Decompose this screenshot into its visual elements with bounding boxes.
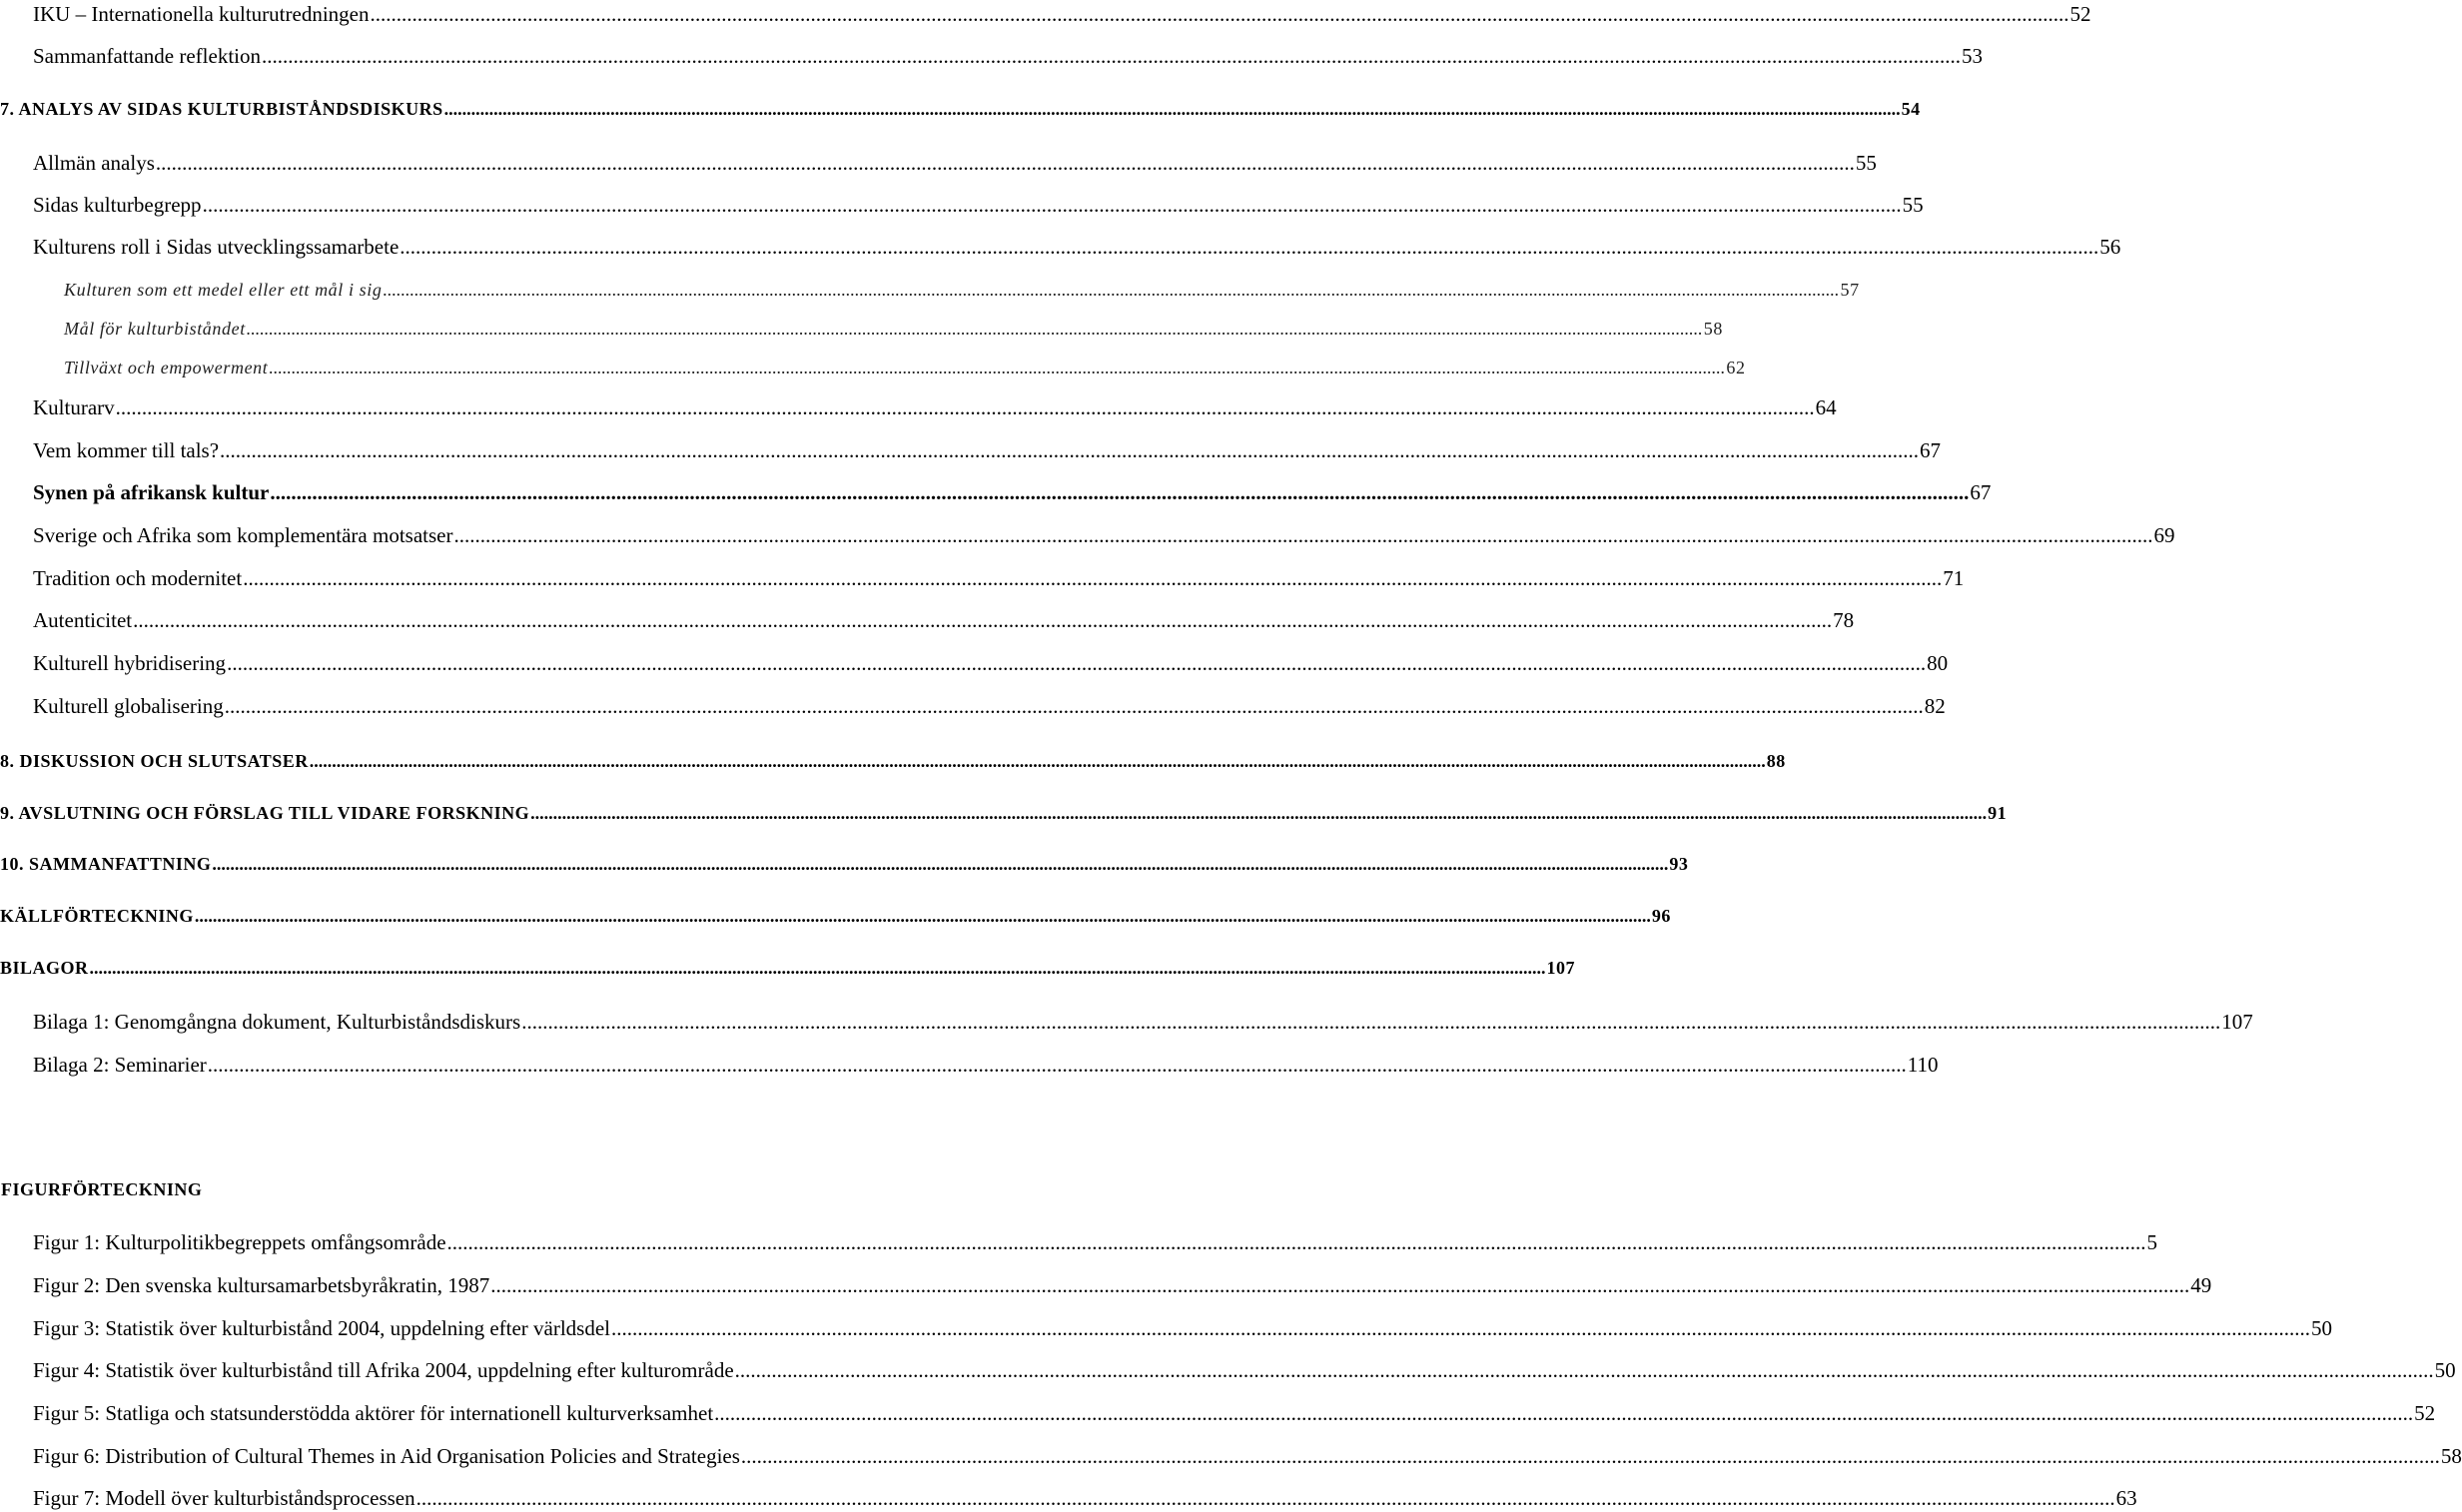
figure-entry[interactable] bbox=[0, 1230, 2158, 1254]
figure-entry[interactable] bbox=[0, 1486, 2137, 1510]
toc-entry[interactable] bbox=[0, 193, 1924, 217]
toc-entry-title: Mål för kulturbiståndet bbox=[64, 319, 246, 339]
figure-entry-title: Figur 7: Modell över kulturbiståndsprocessen bbox=[33, 1486, 415, 1510]
toc-entry-title: Vem kommer till tals? bbox=[33, 438, 220, 462]
dot-leader bbox=[227, 653, 1926, 674]
figure-entry[interactable] bbox=[0, 1273, 2212, 1297]
dot-leader bbox=[116, 397, 1815, 418]
toc-entry-title: IKU – Internationella kulturutredningen bbox=[33, 2, 370, 26]
toc-entry[interactable] bbox=[0, 395, 1837, 419]
figure-entry[interactable] bbox=[0, 1401, 2436, 1425]
toc-entry-title: Kulturell hybridisering bbox=[33, 651, 227, 675]
toc-entry-title: Kulturell globalisering bbox=[33, 694, 224, 718]
toc-entry-page: 67 bbox=[1920, 438, 1942, 462]
toc-chapter[interactable] bbox=[0, 958, 1576, 978]
figure-entry[interactable] bbox=[0, 1316, 2333, 1340]
toc-entry-title: BILAGOR bbox=[0, 958, 89, 978]
dot-leader bbox=[714, 1403, 2413, 1424]
toc-entry-title: 7. ANALYS AV SIDAS KULTURBISTÅNDSDISKURS bbox=[0, 99, 443, 119]
toc-entry-page: 53 bbox=[1962, 44, 1983, 68]
toc-entry-page: 88 bbox=[1766, 751, 1786, 771]
toc-subentry[interactable] bbox=[0, 358, 1746, 378]
toc-entry[interactable] bbox=[0, 235, 2121, 259]
dot-leader bbox=[195, 907, 1651, 925]
toc-entry-page: 78 bbox=[1833, 608, 1855, 632]
toc-entry-title: KÄLLFÖRTECKNING bbox=[0, 906, 194, 926]
dot-leader bbox=[611, 1318, 2310, 1339]
dot-leader bbox=[741, 1446, 2440, 1467]
toc-chapter[interactable] bbox=[0, 906, 1671, 926]
dot-leader bbox=[270, 482, 1969, 503]
dot-leader bbox=[220, 440, 1919, 461]
toc-entry-title: Synen på afrikansk kultur bbox=[33, 480, 270, 504]
toc-entry[interactable] bbox=[0, 480, 1992, 504]
toc-entry-title: Sverige och Afrika som komplementära motsatser bbox=[33, 523, 453, 547]
toc-entry-page: 54 bbox=[1901, 99, 1921, 119]
toc-entry-page: 67 bbox=[1970, 480, 1992, 504]
toc-subentry[interactable] bbox=[0, 319, 1723, 339]
figure-entry-page: 58 bbox=[2440, 1444, 2462, 1468]
toc-entry-title: Tillväxt och empowerment bbox=[64, 358, 269, 378]
toc-entry-page: 107 bbox=[1546, 958, 1576, 978]
dot-leader bbox=[400, 237, 2098, 258]
toc-entry-page: 62 bbox=[1726, 358, 1746, 378]
dot-leader bbox=[247, 320, 1703, 338]
toc-entry[interactable] bbox=[0, 651, 1949, 675]
toc-entry[interactable] bbox=[0, 1010, 2253, 1034]
toc-entry-page: 82 bbox=[1924, 694, 1946, 718]
toc-entry-title: Allmän analys bbox=[33, 151, 155, 175]
toc-entry-title: Tradition och modernitet bbox=[33, 566, 243, 590]
toc-entry-page: 110 bbox=[1907, 1053, 1939, 1077]
toc-entry[interactable] bbox=[0, 44, 1983, 68]
dot-leader bbox=[156, 153, 1855, 174]
toc-entry[interactable] bbox=[0, 608, 1855, 632]
toc-entry[interactable] bbox=[0, 438, 1942, 462]
dot-leader bbox=[416, 1488, 2115, 1509]
dot-leader bbox=[90, 959, 1546, 977]
figure-entry-title: Figur 1: Kulturpolitikbegreppets omfångsområde bbox=[33, 1230, 446, 1254]
toc-entry-title: Kulturens roll i Sidas utvecklingssamarbete bbox=[33, 235, 400, 259]
toc-entry-page: 93 bbox=[1669, 854, 1689, 874]
toc-entry-title: Bilaga 2: Seminarier bbox=[33, 1053, 207, 1077]
toc-entry-page: 96 bbox=[1651, 906, 1671, 926]
dot-leader bbox=[225, 696, 1924, 717]
toc-entry-title: 9. AVSLUTNING OCH FÖRSLAG TILL VIDARE FORSKNING bbox=[0, 803, 530, 823]
figure-entry-page: 50 bbox=[2434, 1358, 2456, 1382]
figure-entry-title: Figur 3: Statistik över kulturbistånd 2004, uppdelning efter världsdel bbox=[33, 1316, 611, 1340]
toc-entry-page: 56 bbox=[2099, 235, 2121, 259]
figure-entry-page: 5 bbox=[2146, 1230, 2158, 1254]
figure-entry-page: 52 bbox=[2414, 1401, 2436, 1425]
figure-entry-title: Figur 5: Statliga och statsunderstödda aktörer för internationell kulturverksamhet bbox=[33, 1401, 714, 1425]
dot-leader bbox=[444, 100, 1901, 118]
toc-entry-page: 69 bbox=[2153, 523, 2175, 547]
figure-entry-page: 50 bbox=[2311, 1316, 2333, 1340]
dot-leader bbox=[262, 46, 1961, 67]
toc-chapter[interactable] bbox=[0, 751, 1786, 771]
toc-entry[interactable] bbox=[0, 566, 1965, 590]
dot-leader bbox=[133, 610, 1832, 631]
toc-entry-page: 64 bbox=[1815, 395, 1837, 419]
toc-entry-page: 57 bbox=[1840, 280, 1860, 300]
toc-entry-title: Sidas kulturbegrepp bbox=[33, 193, 202, 217]
dot-leader bbox=[269, 359, 1725, 377]
dot-leader bbox=[310, 752, 1766, 770]
figures-heading: FIGURFÖRTECKNING bbox=[1, 1179, 203, 1199]
toc-entry[interactable] bbox=[0, 151, 1877, 175]
toc-entry-page: 55 bbox=[1855, 151, 1877, 175]
toc-entry-page: 71 bbox=[1943, 566, 1965, 590]
toc-entry-title: 10. SAMMANFATTNING bbox=[0, 854, 212, 874]
toc-chapter[interactable] bbox=[0, 99, 1921, 119]
dot-leader bbox=[243, 568, 1942, 589]
dot-leader bbox=[212, 855, 1668, 873]
toc-entry-title: Bilaga 1: Genomgångna dokument, Kulturbiståndsdiskurs bbox=[33, 1010, 521, 1034]
toc-entry[interactable] bbox=[0, 1053, 1939, 1077]
toc-entry-page: 107 bbox=[2221, 1010, 2253, 1034]
toc-entry-page: 80 bbox=[1927, 651, 1949, 675]
dot-leader bbox=[370, 4, 2068, 25]
toc-entry-title: Kulturen som ett medel eller ett mål i sig bbox=[64, 280, 383, 300]
figure-entry-title: Figur 2: Den svenska kultursamarbetsbyråkratin, 1987 bbox=[33, 1273, 490, 1297]
toc-entry-title: Sammanfattande reflektion bbox=[33, 44, 261, 68]
dot-leader bbox=[521, 1012, 2220, 1033]
toc-entry-page: 91 bbox=[1988, 803, 2008, 823]
toc-entry-page: 55 bbox=[1902, 193, 1924, 217]
figure-entry[interactable] bbox=[0, 1444, 2462, 1468]
dot-leader bbox=[384, 281, 1840, 299]
toc-chapter[interactable] bbox=[0, 854, 1689, 874]
toc-subentry[interactable] bbox=[0, 280, 1860, 300]
dot-leader bbox=[203, 195, 1902, 216]
toc-entry[interactable] bbox=[0, 694, 1946, 718]
toc-entry-title: Kulturarv bbox=[33, 395, 115, 419]
figure-entry[interactable] bbox=[0, 1358, 2456, 1382]
toc-entry-page: 52 bbox=[2069, 2, 2091, 26]
toc-entry[interactable] bbox=[0, 523, 2175, 547]
toc-entry[interactable] bbox=[0, 2, 2091, 26]
figure-entry-title: Figur 6: Distribution of Cultural Themes in Aid Organisation Policies and Strategies bbox=[33, 1444, 740, 1468]
toc-entry-title: Autenticitet bbox=[33, 608, 133, 632]
dot-leader bbox=[530, 804, 1987, 822]
dot-leader bbox=[735, 1360, 2434, 1381]
dot-leader bbox=[453, 525, 2152, 546]
dot-leader bbox=[447, 1232, 2146, 1253]
figure-entry-title: Figur 4: Statistik över kulturbistånd till Afrika 2004, uppdelning efter kulturområde bbox=[33, 1358, 734, 1382]
toc-entry-page: 58 bbox=[1703, 319, 1723, 339]
toc-entry-title: 8. DISKUSSION OCH SLUTSATSER bbox=[0, 751, 309, 771]
dot-leader bbox=[208, 1055, 1907, 1076]
figure-entry-page: 49 bbox=[2190, 1273, 2212, 1297]
dot-leader bbox=[490, 1275, 2189, 1296]
figure-entry-page: 63 bbox=[2115, 1486, 2137, 1510]
toc-chapter[interactable] bbox=[0, 803, 2008, 823]
